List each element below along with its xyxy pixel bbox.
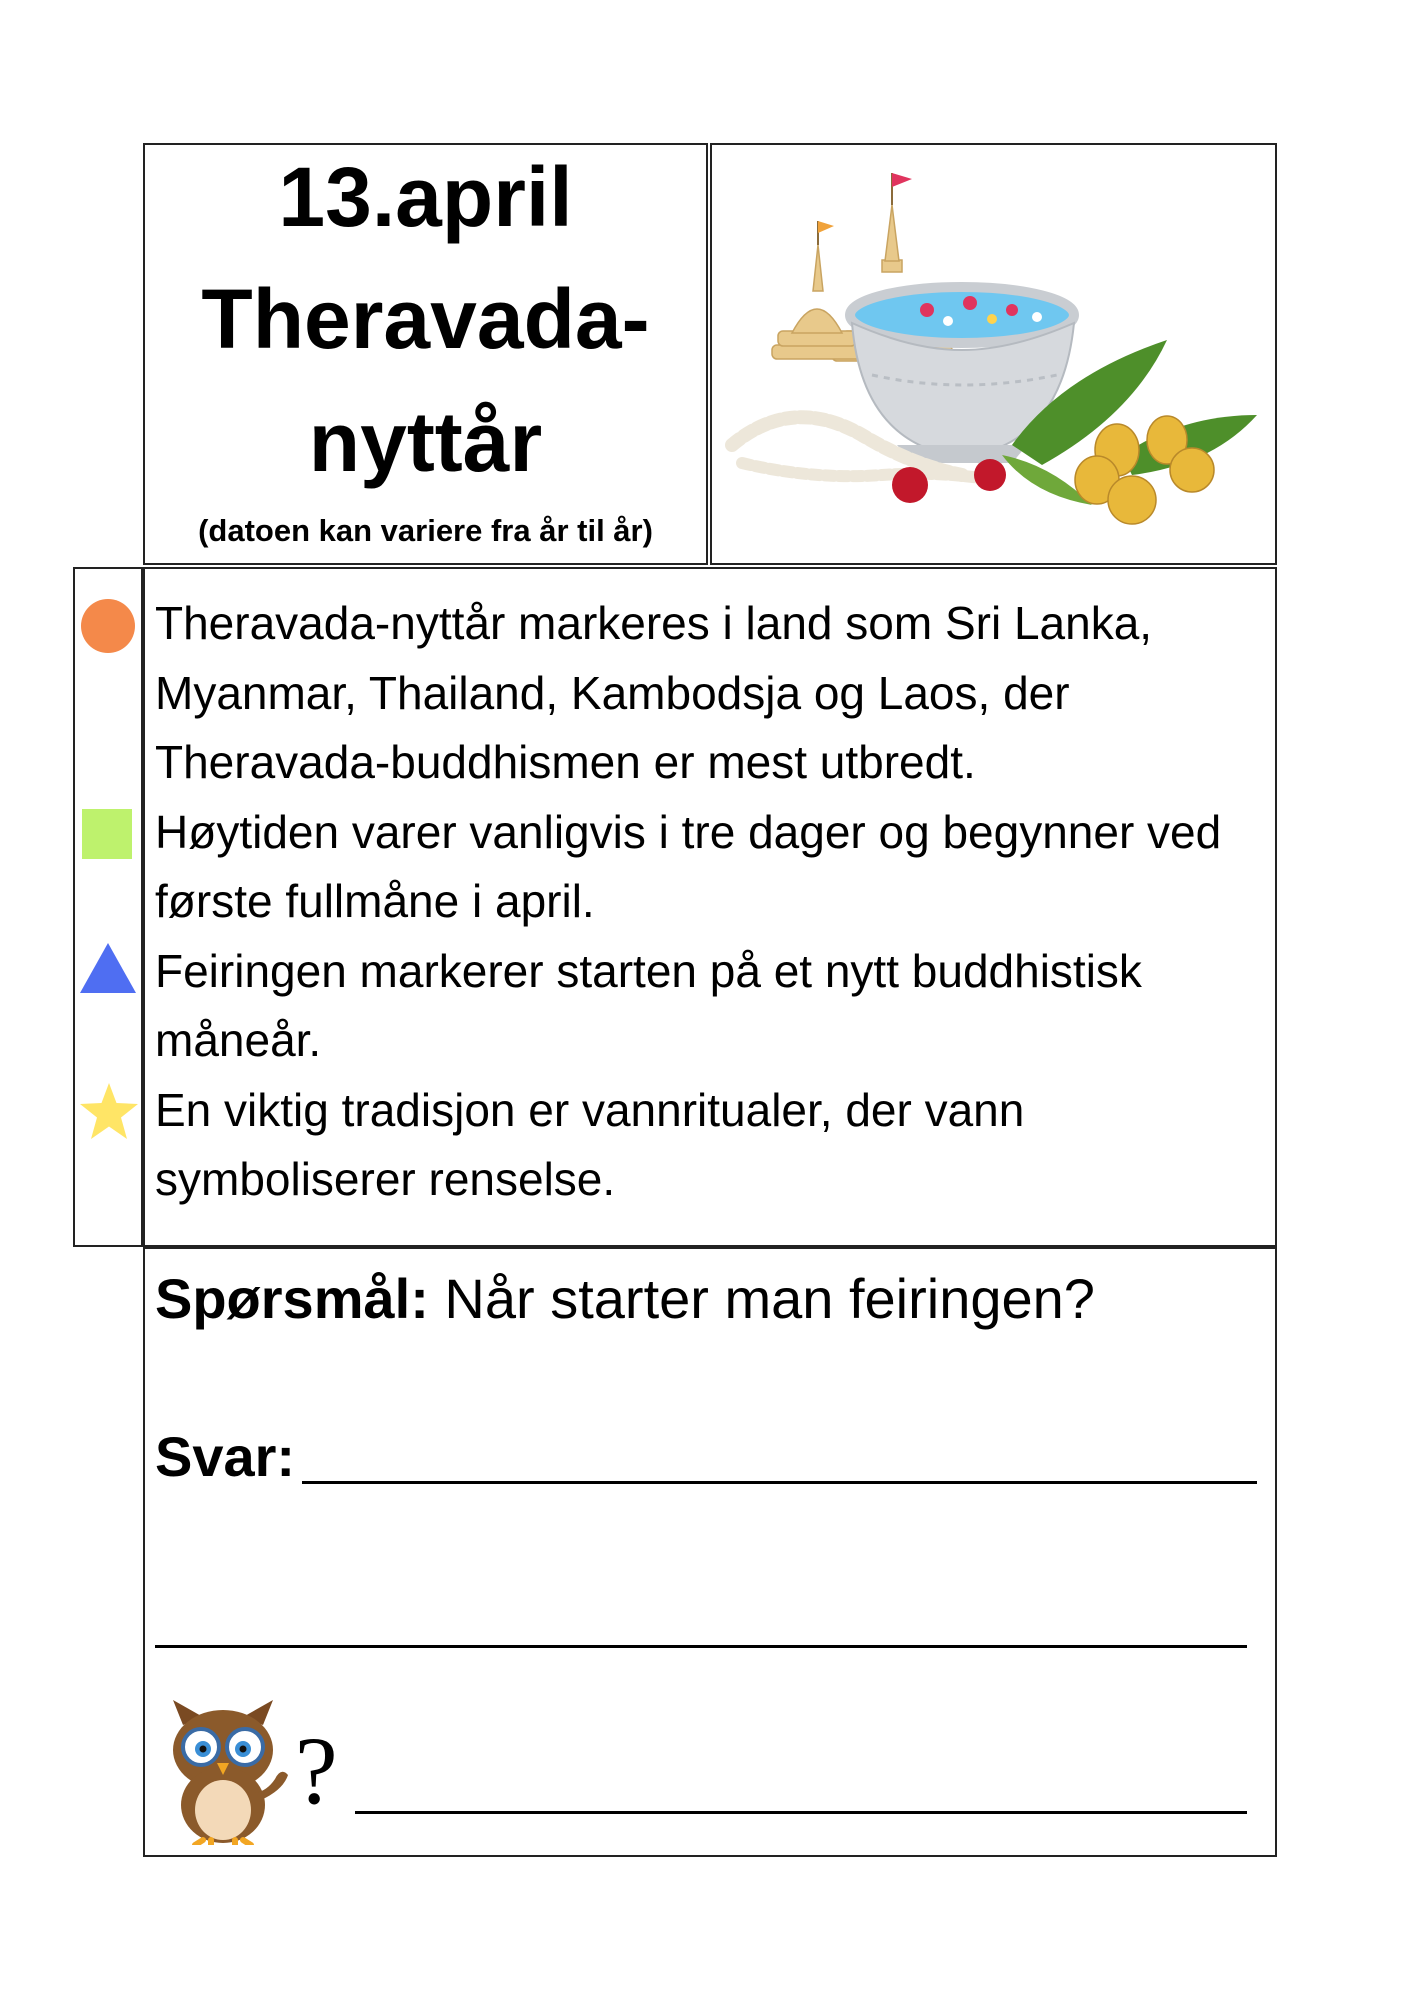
- info-paragraph-4: En viktig tradisjon er vannritualer, der vann symboliserer renselse.: [155, 1083, 1025, 1205]
- question-line: [155, 1267, 1095, 1331]
- title-line-1: Theravada-: [201, 272, 650, 366]
- question-mark: ?: [295, 1717, 338, 1824]
- title-line-2: nyttår: [308, 395, 543, 489]
- info-box: [143, 567, 1277, 1247]
- answer-line-1[interactable]: [302, 1481, 1257, 1484]
- square-marker-icon: [80, 807, 134, 861]
- subtitle: (datoen kan variere fra år til år): [198, 513, 653, 548]
- water-bowl-pagoda-flowers-illustration: [712, 145, 1275, 563]
- answer-line-2[interactable]: [155, 1645, 1247, 1648]
- info-paragraph-1: Theravada-nyttår markeres i land som Sri Lanka, Myanmar, Thailand, Kambodsja og Laos, der Theravada-buddhismen er mest utbredt.: [155, 597, 1153, 788]
- owl-icon: [163, 1695, 293, 1845]
- illustration-box: [710, 143, 1277, 565]
- answer-label: Svar:: [155, 1425, 296, 1488]
- answer-line-3[interactable]: [355, 1811, 1247, 1814]
- title-box: [143, 143, 708, 565]
- marker-column: [73, 567, 143, 1247]
- question-box: [143, 1247, 1277, 1857]
- circle-marker-icon: [78, 596, 138, 656]
- info-text: [155, 589, 1265, 1215]
- info-paragraph-2: Høytiden varer vanligvis i tre dager og begynner ved første fullmåne i april.: [155, 805, 1222, 927]
- triangle-marker-icon: [78, 941, 138, 995]
- question-text: Når starter man feiringen?: [428, 1267, 1095, 1330]
- info-paragraph-3: Feiringen markerer starten på et nytt buddhistisk måneår.: [155, 944, 1142, 1066]
- question-label: Spørsmål:: [155, 1267, 429, 1330]
- title-date: 13.april: [278, 150, 573, 244]
- star-marker-icon: [78, 1081, 140, 1143]
